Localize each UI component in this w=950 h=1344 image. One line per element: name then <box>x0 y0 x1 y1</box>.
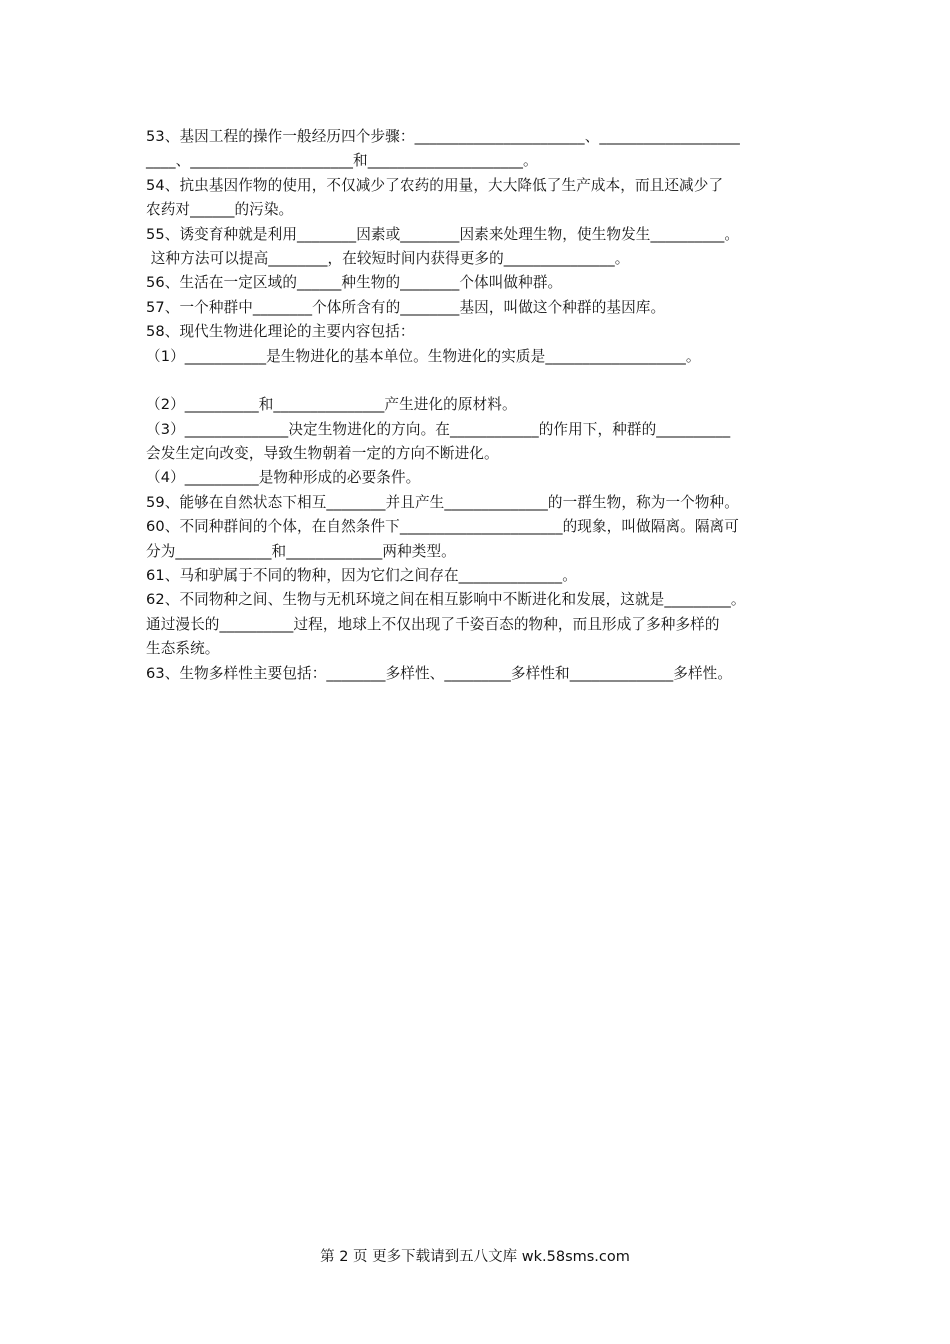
text-line-60b: 分为_____________和_____________两种类型。 <box>146 542 456 560</box>
text-line-57: 57、一个种群中________个体所含有的________基因，叫做这个种群的基因库。 <box>146 298 666 316</box>
text-line-58: 58、现代生物进化理论的主要内容包括： <box>146 323 415 341</box>
text-line-58-1: （1）___________是生物进化的基本单位。生物进化的实质是___________________。 <box>146 347 701 365</box>
document-body <box>146 125 814 686</box>
text-line-54a: 54、抗虫基因作物的使用，不仅减少了农药的用量，大大降低了生产成本，而且还减少了 <box>146 176 724 194</box>
text-line-62b: 通过漫长的__________过程，地球上不仅出现了千姿百态的物种，而且形成了多种多样的 <box>146 615 720 633</box>
text-line-58-4: （4）__________是物种形成的必要条件。 <box>146 469 421 487</box>
text-line-53a: 53、基因工程的操作一般经历四个步骤：_______________________、___________________ <box>146 128 740 145</box>
text-line-58-2: （2）__________和_______________产生进化的原材料。 <box>146 396 517 414</box>
text-line-55b: 这种方法可以提高________，在较短时间内获得更多的_______________。 <box>146 249 630 267</box>
text-line-56: 56、生活在一定区域的______种生物的________个体叫做种群。 <box>146 274 563 292</box>
text-line-53b: ____、______________________和_____________________。 <box>146 152 538 170</box>
text-line-62c: 生态系统。 <box>146 640 220 658</box>
text-line-58-3a: （3）______________决定生物进化的方向。在____________的作用下，种群的__________ <box>146 420 731 438</box>
text-line-59: 59、能够在自然状态下相互________并且产生______________的一群生物，称为一个物种。 <box>146 493 739 511</box>
text-line-55a: 55、诱变育种就是利用________因素或________因素来处理生物，使生物发生__________。 <box>146 225 740 243</box>
text-line-61: 61、马和驴属于不同的物种，因为它们之间存在______________。 <box>146 567 577 585</box>
text-line-62a: 62、不同物种之间、生物与无机环境之间在相互影响中不断进化和发展，这就是_________。 <box>146 591 746 609</box>
blank-line <box>146 369 814 393</box>
text-line-60a: 60、不同种群间的个体，在自然条件下______________________的现象，叫做隔离。隔离可 <box>146 518 739 536</box>
text-line-63: 63、生物多样性主要包括：________多样性、_________多样性和______________多样性。 <box>146 664 733 682</box>
text-line-54b: 农药对______的污染。 <box>146 201 294 219</box>
text-line-58-3b: 会发生定向改变，导致生物朝着一定的方向不断进化。 <box>146 445 499 463</box>
page-footer: 第 2 页 更多下载请到五八文库 wk.58sms.com <box>320 1249 630 1265</box>
